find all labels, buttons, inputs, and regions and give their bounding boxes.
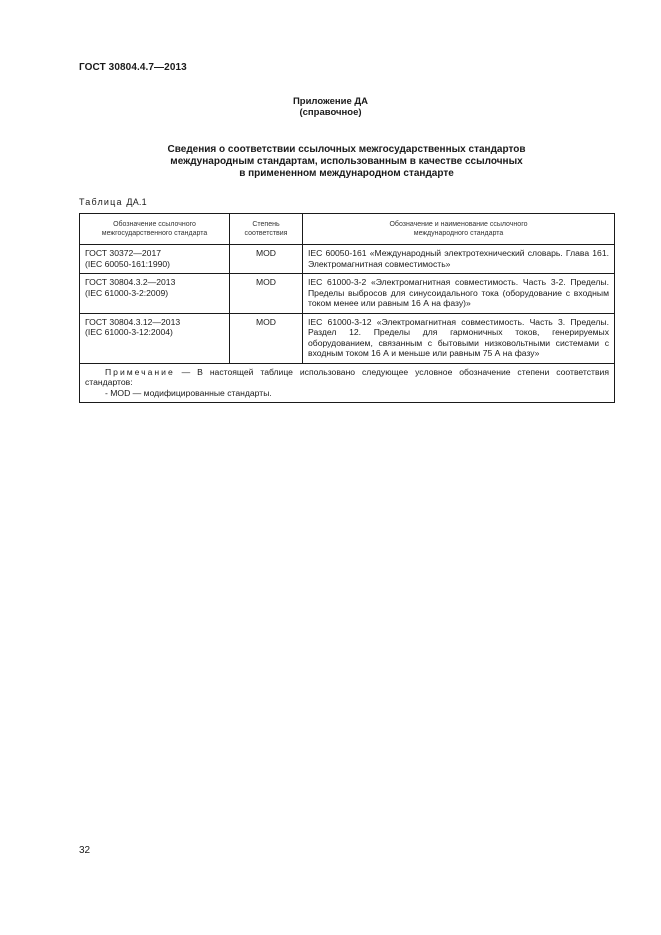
intl-standard-cell: IEC 60050-161 «Международный электротехнический словарь. Глава 161. Электромагнитная совместимость» (303, 245, 615, 274)
annex-heading (0, 96, 661, 118)
gost-cell (80, 274, 230, 314)
gost-iec-equivalent: (IEC 60050-161:1990) (85, 258, 171, 269)
section-title-line-3: в примененном международном стандарте (239, 168, 454, 179)
table-label-number: ДА.1 (126, 197, 147, 207)
page-number: 32 (79, 845, 91, 856)
note-item: - MOD — модифицированные стандарты. (105, 387, 272, 398)
table-row (80, 274, 615, 314)
header-ref-standard-line-2: межгосударственного стандарта (101, 230, 208, 237)
note-text: — В настоящей таблице использовано следующее условное обозначение степени соответствия стандартов: (85, 366, 609, 387)
header-intl-standard-line-1: Обозначение и наименование ссылочного (389, 221, 528, 228)
section-title (79, 144, 614, 180)
annex-title: Приложение ДА (292, 96, 369, 107)
gost-designation: ГОСТ 30804.3.12—2013 (85, 316, 181, 327)
header-ref-standard (80, 214, 230, 245)
gost-iec-equivalent: (IEC 61000-3-2:2009) (85, 287, 169, 298)
degree-cell: MOD (230, 313, 303, 363)
intl-standard-cell: IEC 61000-3-12 «Электромагнитная совместимость. Часть 3. Пределы. Раздел 12. Пределы для гармоничных токов, генерируемых оборудованием, связанным с бытовыми низковольтными системами с входным током 16 А и меньше или равным 75 А на фазу» (303, 313, 615, 363)
table-note (80, 363, 615, 403)
gost-designation: ГОСТ 30372—2017 (85, 248, 162, 258)
header-intl-standard (303, 214, 615, 245)
header-ref-standard-line-1: Обозначение ссылочного (113, 221, 196, 228)
table-header-row (80, 214, 615, 245)
section-title-line-2: международным стандартам, использованным в качестве ссылочных (170, 156, 523, 167)
table-row (80, 245, 615, 274)
table-note-row (80, 363, 615, 403)
degree-cell: MOD (230, 245, 303, 274)
correspondence-table (79, 213, 615, 403)
degree-cell: MOD (230, 274, 303, 314)
section-title-line-1: Сведения о соответствии ссылочных межгосударственных стандартов (167, 144, 526, 155)
table-row (80, 313, 615, 363)
gost-iec-equivalent: (IEC 61000-3-12:2004) (85, 327, 173, 337)
header-intl-standard-line-2: международного стандарта (413, 230, 504, 237)
header-degree-line-2: соответствия (244, 230, 288, 237)
table-label-word: Таблица (79, 197, 123, 207)
gost-designation: ГОСТ 30804.3.2—2013 (85, 277, 176, 287)
note-label: Примечание (105, 366, 175, 377)
intl-standard-cell: IEC 61000-3-2 «Электромагнитная совместимость. Часть 3-2. Пределы. Пределы выбросов для синусоидального тока (оборудование с входным током менее или равным 16 А на фазу)» (303, 274, 615, 314)
document-code-header: ГОСТ 30804.4.7—2013 (79, 62, 187, 73)
gost-cell (80, 313, 230, 363)
header-degree (230, 214, 303, 245)
table-label (79, 197, 147, 207)
gost-cell (80, 245, 230, 274)
header-degree-line-1: Степень (252, 221, 280, 228)
annex-subtitle: (справочное) (299, 107, 362, 118)
